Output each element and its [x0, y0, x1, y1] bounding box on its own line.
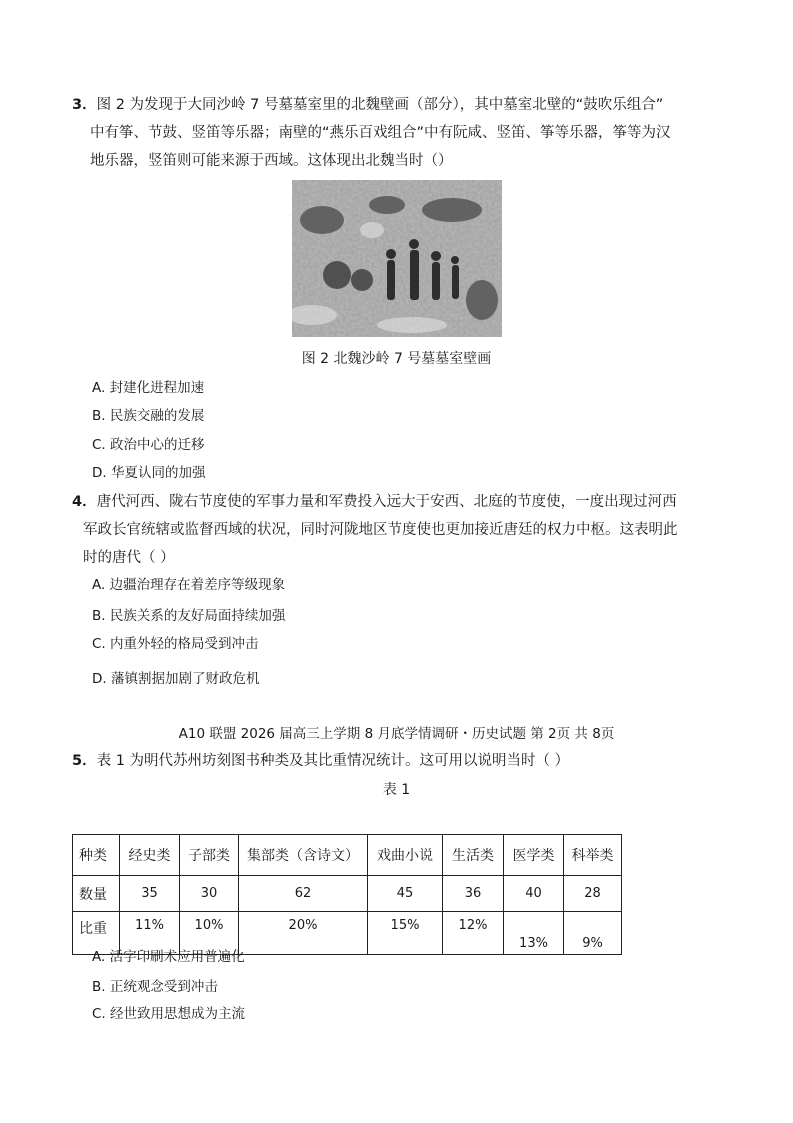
- q4-line-3: 时的唐代（ ）: [83, 550, 175, 566]
- count-cell: 28: [564, 876, 622, 912]
- percent-cell: 12%: [443, 912, 504, 955]
- header-cell-xiqu: 戏曲小说: [368, 835, 443, 876]
- table-header-row: [73, 835, 622, 876]
- q3-line-2: 中有筝、节鼓、竖笛等乐器；南壁的“燕乐百戏组合”中有阮咸、竖笛、筝等乐器，筝等为汉: [90, 125, 671, 141]
- q4-option-b[interactable]: B. 民族关系的友好局面持续加强: [92, 608, 286, 624]
- q3-option-a[interactable]: A. 封建化进程加速: [92, 380, 205, 396]
- q4-stem-1: 唐代河西、陇右节度使的军事力量和军费投入远大于安西、北庭的节度使，一度出现过河西: [96, 494, 677, 510]
- percent-cell: 11%: [120, 912, 180, 955]
- q5-option-b[interactable]: B. 正统观念受到冲击: [92, 979, 218, 995]
- q5-option-c[interactable]: C. 经世致用思想成为主流: [92, 1006, 246, 1022]
- q4-option-c[interactable]: C. 内重外轻的格局受到冲击: [92, 636, 259, 652]
- q4-option-d[interactable]: D. 藩镇割据加剧了财政危机: [92, 671, 260, 687]
- q4-line-2: 军政长官统辖或监督西域的状况，同时河陇地区节度使也更加接近唐廷的权力中枢。这表明此: [83, 522, 678, 538]
- percent-cell: 13%: [504, 912, 564, 955]
- percent-label: 比重: [73, 912, 120, 955]
- count-cell: 62: [239, 876, 368, 912]
- q3-option-d[interactable]: D. 华夏认同的加强: [92, 465, 206, 481]
- count-cell: 36: [443, 876, 504, 912]
- q4-line-1: [72, 492, 677, 512]
- header-cell-zibu: 子部类: [180, 835, 239, 876]
- page-footer: A10 联盟 2026 届高三上学期 8 月底学情调研・历史试题 第 2页 共 8页: [178, 726, 615, 742]
- header-cell-jingshi: 经史类: [120, 835, 180, 876]
- count-label: 数量: [73, 876, 120, 912]
- q3-option-b[interactable]: B. 民族交融的发展: [92, 408, 205, 424]
- percent-cell: 10%: [180, 912, 239, 955]
- table-title: 表 1: [382, 782, 411, 798]
- q4-option-a[interactable]: A. 边疆治理存在着差序等级现象: [92, 577, 286, 593]
- figure-caption: 图 2 北魏沙岭 7 号墓墓室壁画: [301, 351, 492, 367]
- count-cell: 35: [120, 876, 180, 912]
- q3-line-1: [72, 95, 663, 115]
- q5-number: 5．: [72, 753, 97, 769]
- percent-cell: 9%: [564, 912, 622, 955]
- count-cell: 40: [504, 876, 564, 912]
- q3-option-c[interactable]: C. 政治中心的迁移: [92, 437, 205, 453]
- header-cell-yixue: 医学类: [504, 835, 564, 876]
- q5-stem: 表 1 为明代苏州坊刻图书种类及其比重情况统计。这可用以说明当时（ ）: [96, 753, 570, 769]
- count-cell: 30: [180, 876, 239, 912]
- q4-number: 4．: [72, 494, 97, 510]
- header-cell-type: 种类: [73, 835, 120, 876]
- mural-image: [292, 180, 502, 337]
- q5-line-1: [72, 751, 569, 771]
- percent-cell: 20%: [239, 912, 368, 955]
- q3-stem-1: 图 2 为发现于大同沙岭 7 号墓墓室里的北魏壁画（部分），其中墓室北壁的“鼓吹乐组合”: [96, 97, 664, 113]
- percent-cell: 15%: [368, 912, 443, 955]
- q3-line-3: 地乐器，竖笛则可能来源于西域。这体现出北魏当时（）: [90, 153, 453, 169]
- q3-number: 3．: [72, 97, 97, 113]
- header-cell-shenghuo: 生活类: [443, 835, 504, 876]
- table-row-count: [73, 876, 622, 912]
- stats-table: [72, 834, 622, 955]
- header-cell-jibu: 集部类（含诗文）: [239, 835, 368, 876]
- header-cell-keju: 科举类: [564, 835, 622, 876]
- count-cell: 45: [368, 876, 443, 912]
- q5-option-a[interactable]: A. 活字印刷术应用普遍化: [92, 949, 245, 965]
